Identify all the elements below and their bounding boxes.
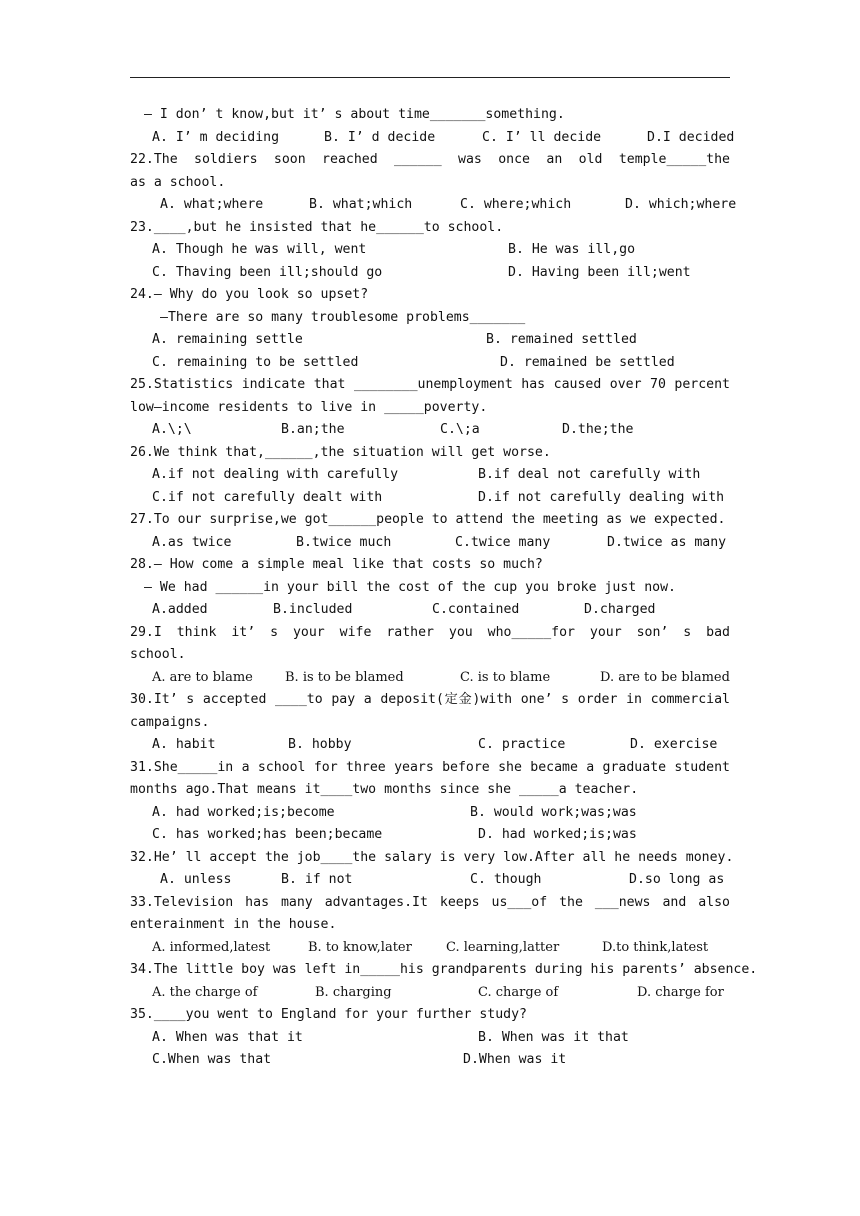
option-a: A. habit — [152, 737, 216, 752]
option-a: A. the charge of — [152, 984, 258, 1000]
q24-stem-cont: —There are so many troublesome problems_______ — [160, 309, 526, 325]
option-b: B.if deal not carefully with — [478, 467, 701, 482]
option-d: D. which;where — [625, 197, 737, 212]
q34-stem: 34.The little boy was left in_____his grandparents during his parents’ absence. — [130, 962, 758, 977]
q33-stem: 33.Television has many advantages.It keeps us___of the ___news and also — [130, 894, 730, 910]
q23-options-row2 — [130, 262, 730, 285]
option-a: A.if not dealing with carefully — [152, 467, 399, 482]
option-b: B. hobby — [288, 737, 352, 752]
option-b: B. would work;was;was — [470, 804, 637, 820]
option-d: D.to think,latest — [602, 939, 709, 955]
option-c: C. has worked;has been;became — [152, 827, 383, 842]
q34-options — [130, 982, 730, 1005]
q24-stem: 24.— Why do you look so upset? — [130, 287, 369, 302]
q29-stem-cont: school. — [130, 647, 186, 662]
q28-options — [130, 599, 730, 622]
option-b: B. to know,later — [308, 939, 412, 955]
option-d: D.charged — [584, 602, 656, 617]
option-d: D.twice as many — [607, 534, 727, 550]
option-c: C. remaining to be settled — [152, 354, 359, 370]
q32-options — [130, 869, 730, 892]
q24-options-row1 — [130, 329, 730, 352]
option-a: A. remaining settle — [152, 332, 303, 347]
option-b: B. charging — [315, 984, 392, 1000]
q23-options-row1 — [130, 239, 730, 262]
option-a: A. informed,latest — [152, 939, 271, 955]
option-b: B. He was ill,go — [508, 242, 636, 257]
option-d: D. exercise — [630, 737, 718, 752]
q25-options — [130, 419, 730, 442]
q29-stem: 29.I think it’ s your wife rather you who_____for your son’ s bad — [130, 624, 730, 640]
q22-options — [130, 194, 737, 217]
q31-options-row1 — [130, 802, 730, 825]
q30-options — [130, 734, 730, 757]
option-b: B. is to be blamed — [285, 669, 404, 685]
option-c: C. charge of — [478, 984, 559, 1000]
option-d: D. charge for — [637, 984, 724, 1000]
option-d: D.the;the — [562, 422, 634, 437]
option-a: A.\;\ — [152, 422, 192, 437]
option-d: D. are to be blamed — [600, 669, 730, 685]
q25-stem: 25.Statistics indicate that ________unemployment has caused over 70 percent — [130, 377, 730, 392]
option-a: A. I’ m deciding — [152, 129, 280, 145]
q31-stem: 31.She_____in a school for three years before she became a graduate student — [130, 759, 730, 775]
option-c: C. though — [470, 872, 542, 887]
option-d: D. had worked;is;was — [478, 827, 637, 842]
option-a: A. unless — [160, 872, 232, 887]
q26-options-row1 — [130, 464, 730, 487]
option-d: D. Having been ill;went — [508, 264, 691, 280]
option-a: A. are to blame — [152, 669, 253, 685]
option-a: A.added — [152, 602, 208, 617]
option-b: B. what;which — [309, 197, 413, 212]
q22-stem: 22.The soldiers soon reached ______ was once an old temple_____the — [130, 152, 730, 167]
option-c: C. learning,latter — [446, 939, 560, 955]
q26-stem: 26.We think that,______,the situation will get worse. — [130, 444, 551, 460]
dialog-intro-text: — I don’ t know,but it’ s about time_______something. — [144, 107, 565, 122]
option-c: C. Thaving been ill;should go — [152, 264, 383, 280]
q31-stem-cont: months ago.That means it____two months since she _____a teacher. — [130, 782, 639, 797]
option-d: D.When was it — [463, 1052, 567, 1067]
option-d: D.if not carefully dealing with — [478, 489, 725, 505]
header-rule — [130, 77, 730, 78]
q30-stem-cont: campaigns. — [130, 714, 210, 730]
q33-options — [130, 937, 730, 960]
option-c: C.if not carefully dealt with — [152, 489, 383, 505]
q35-stem: 35.____you went to England for your further study? — [130, 1007, 527, 1022]
option-c: C. practice — [478, 737, 566, 752]
q33-stem-cont: enterainment in the house. — [130, 917, 337, 932]
option-c: C.\;a — [440, 422, 480, 437]
option-a: A.as twice — [152, 534, 232, 550]
exam-page — [130, 104, 758, 1072]
q27-options — [130, 532, 730, 555]
option-c: C. is to blame — [460, 669, 551, 685]
q32-stem: 32.He’ ll accept the job____the salary is very low.After all he needs money. — [130, 849, 734, 865]
q35-options-row2 — [130, 1049, 730, 1072]
q35-options-row1 — [130, 1027, 730, 1050]
option-c: C. I’ ll decide — [482, 129, 602, 145]
option-c: C.contained — [432, 602, 520, 617]
q21-options — [130, 127, 735, 150]
q24-options-row2 — [130, 352, 730, 375]
option-d: D.I decided — [647, 129, 735, 145]
option-b: B. I’ d decide — [324, 129, 436, 145]
option-b: B.twice much — [296, 534, 392, 550]
option-b: B. if not — [281, 872, 353, 887]
option-d: D. remained be settled — [500, 354, 675, 370]
q31-options-row2 — [130, 824, 730, 847]
option-a: A. what;where — [160, 197, 264, 212]
q29-options — [130, 667, 730, 690]
q22-stem-cont: as a school. — [130, 174, 226, 190]
option-a: A. When was that it — [152, 1029, 303, 1045]
option-c: C. where;which — [460, 197, 572, 212]
option-c: C.When was that — [152, 1052, 272, 1067]
option-b: B.an;the — [281, 422, 345, 437]
q23-stem: 23.____,but he insisted that he______to school. — [130, 219, 504, 235]
q28-stem: 28.— How come a simple meal like that costs so much? — [130, 557, 543, 572]
option-c: C.twice many — [455, 534, 551, 550]
option-a: A. had worked;is;become — [152, 804, 335, 820]
option-d: D.so long as — [629, 872, 725, 887]
option-b: B.included — [273, 602, 353, 617]
q26-options-row2 — [130, 487, 730, 510]
option-b: B. When was it that — [478, 1029, 629, 1045]
q27-stem: 27.To our surprise,we got______people to attend the meeting as we expected. — [130, 512, 726, 527]
dialog-line — [130, 104, 730, 127]
option-a: A. Though he was will, went — [152, 242, 367, 257]
option-b: B. remained settled — [486, 332, 637, 347]
q25-stem-cont: low—income residents to live in _____poverty. — [130, 399, 488, 415]
q30-stem: 30.It’ s accepted ____to pay a deposit(定金)with one’ s order in commercial — [130, 692, 730, 707]
q28-stem-cont: — We had ______in your bill the cost of the cup you broke just now. — [144, 579, 676, 595]
